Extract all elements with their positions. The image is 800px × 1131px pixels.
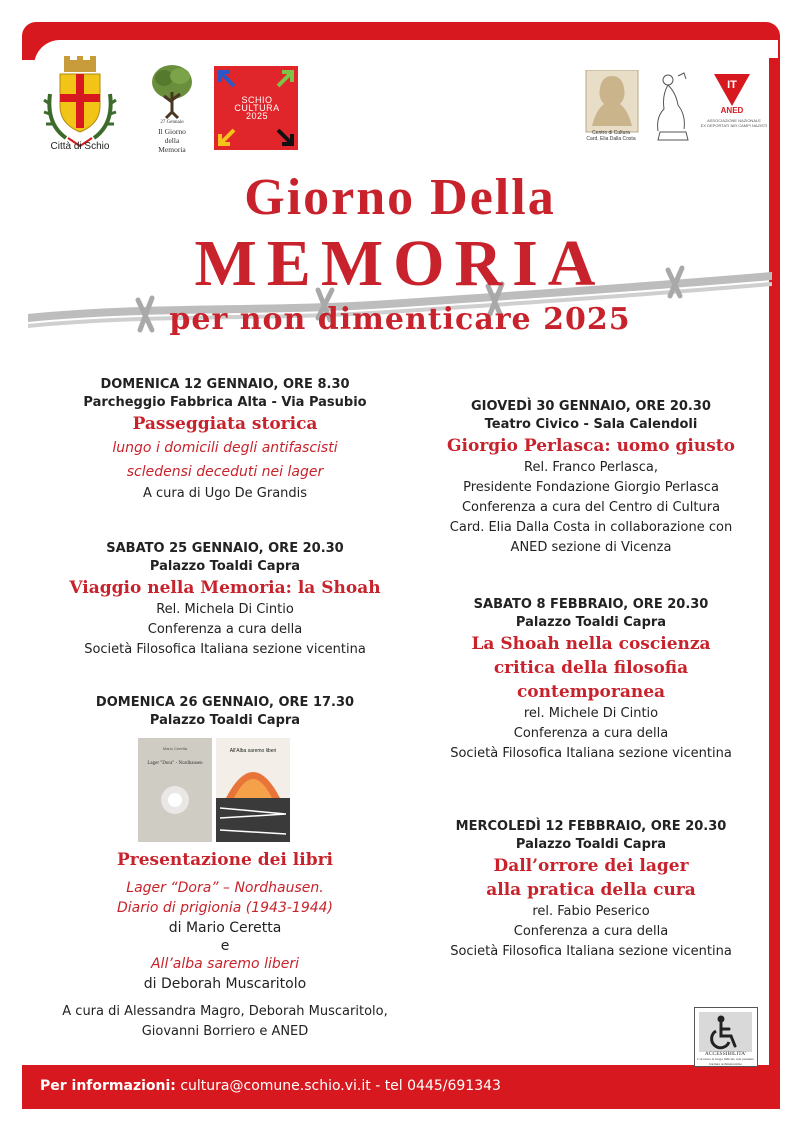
centro-caption-line1: Centro di Cultura: [592, 130, 630, 136]
accessibility-badge: [694, 1007, 758, 1067]
event-curator: A cura di Ugo De Grandis: [142, 486, 308, 501]
schio-logo-line3: 2025: [245, 111, 269, 121]
city-caption: Città di Schio: [50, 141, 110, 152]
event-text: Conferenza a cura della: [513, 726, 669, 741]
aned-sub1: ASSOCIAZIONE NAZIONALE: [707, 118, 761, 123]
accessibility-label1: ACCESSIBILITA': [704, 1051, 747, 1057]
event-place: Palazzo Toaldi Capra: [515, 837, 667, 852]
schio-logo-line1: SCHIO: [241, 95, 273, 105]
event-title: Viaggio nella Memoria: la Shoah: [69, 578, 381, 598]
event-8-febbraio: [420, 596, 762, 764]
centro-cultura-caption: [578, 130, 644, 142]
centro-caption-line2: Card. Elia Dalla Costa: [586, 136, 636, 142]
event-place: Palazzo Toaldi Capra: [515, 615, 667, 630]
schio-logo-line2: CULTURA: [234, 103, 280, 113]
giorno-logo-line2: della: [164, 136, 180, 145]
poster-title-line1: Giorno Della: [244, 169, 556, 226]
footer-contact[interactable]: cultura@comune.schio.vi.it - tel 0445/691343: [180, 1078, 501, 1094]
event-text: Conferenza a cura della: [513, 924, 669, 939]
event-speaker: rel. Fabio Peserico: [532, 904, 650, 919]
footer-info: [40, 1076, 501, 1096]
city-coat-of-arms-logo: [40, 54, 120, 154]
aned-sub2: EX DEPORTATI NEI CAMPI NAZISTI: [700, 123, 768, 128]
event-title: Dall’orrore dei lager: [493, 856, 689, 876]
event-26-gennaio-header: [40, 694, 410, 730]
event-conjunction: e: [220, 938, 230, 954]
event-title: La Shoah nella coscienza: [471, 634, 711, 654]
schio-cultura-text: [228, 96, 286, 120]
event-title: Presentazione dei libri: [116, 850, 333, 870]
event-curators: A cura di Alessandra Magro, Deborah Muscaritolo,: [62, 1004, 388, 1019]
event-26-gennaio: [40, 848, 410, 1042]
event-curators-cont: Giovanni Borriero e ANED: [141, 1024, 309, 1039]
giorno-logo-line1: Il Giorno: [158, 127, 186, 136]
tree-logo: [150, 62, 194, 120]
giorno-logo-line3: Memoria: [158, 145, 186, 154]
event-text: Card. Elia Dalla Costa in collaborazione con: [449, 520, 733, 535]
aned-label: ANED: [720, 106, 744, 115]
event-title: Passeggiata storica: [132, 414, 318, 434]
event-speaker: Rel. Franco Perlasca,: [524, 460, 658, 475]
event-12-febbraio: [420, 818, 762, 962]
book2-cover-title: All'Alba saremo liberi: [229, 748, 277, 754]
book-cover-alba-liberi: [216, 738, 290, 842]
event-speaker: rel. Michele Di Cintio: [523, 706, 659, 721]
event-book1-subtitle: Diario di prigionia (1943-1944): [116, 900, 334, 916]
book1-cover-title: Lager "Dora" - Nordhausen: [147, 761, 203, 766]
event-title: alla pratica della cura: [486, 880, 696, 900]
event-title: contemporanea: [516, 682, 666, 702]
event-title: critica della filosofia: [493, 658, 689, 678]
event-place: Teatro Civico - Sala Calendoli: [484, 417, 698, 432]
event-text: Conferenza a cura della: [147, 622, 303, 637]
event-book2-author: di Deborah Muscaritolo: [143, 976, 307, 992]
event-date: DOMENICA 26 GENNAIO, ORE 17.30: [95, 695, 355, 710]
event-date: DOMENICA 12 GENNAIO, ORE 8.30: [100, 377, 350, 392]
wheelchair-icon: [699, 1012, 752, 1052]
event-date: SABATO 8 FEBBRAIO, ORE 20.30: [473, 597, 709, 612]
event-place: Parcheggio Fabbrica Alta - Via Pasubio: [83, 395, 367, 410]
event-subtitle: scledensi deceduti nei lager: [126, 464, 324, 480]
event-text: Presidente Fondazione Giorgio Perlasca: [463, 480, 719, 495]
event-text: Conferenza a cura del Centro di Cultura: [461, 500, 721, 515]
book-cover-lager-dora: [138, 738, 212, 842]
event-book1-title: Lager “Dora” – Nordhausen.: [126, 880, 324, 896]
event-place: Palazzo Toaldi Capra: [149, 559, 301, 574]
event-date: SABATO 25 GENNAIO, ORE 20.30: [106, 541, 344, 556]
event-text: Società Filosofica Italiana sezione vicentina: [84, 642, 366, 657]
accessibility-icon-box: [699, 1012, 752, 1052]
giorno-memoria-caption: [140, 118, 204, 154]
footer-label: Per informazioni:: [40, 1078, 176, 1094]
giorno-logo-date: 27 Gennaio: [160, 120, 184, 125]
event-book2-title: All’alba saremo liberi: [150, 956, 299, 972]
accessibility-label: [695, 1052, 756, 1067]
event-text: Società Filosofica Italiana sezione vicentina: [450, 746, 732, 761]
accessibility-label2: L'accesso al luogo indicato non presenta barriere architettoniche: [697, 1057, 754, 1066]
aned-badge-text: IT: [727, 79, 737, 91]
event-date: MERCOLEDÌ 12 FEBBRAIO, ORE 20.30: [455, 819, 727, 834]
aned-subtitle: [698, 118, 770, 128]
event-speaker: Rel. Michela Di Cintio: [156, 602, 294, 617]
poster-subtitle: per non dimenticare 2025: [169, 302, 631, 337]
event-12-gennaio: [40, 376, 410, 504]
poster-title-line2: MEMORIA: [194, 227, 606, 300]
event-25-gennaio: [40, 540, 410, 660]
event-title: Giorgio Perlasca: uomo giusto: [447, 436, 735, 456]
book-covers: [138, 738, 300, 842]
event-30-gennaio: [420, 398, 762, 558]
svg-text:Mario Ceretta: Mario Ceretta: [162, 746, 188, 751]
event-subtitle: lungo i domicili degli antifascisti: [112, 440, 338, 456]
event-place: Palazzo Toaldi Capra: [149, 713, 301, 728]
event-text: ANED sezione di Vicenza: [510, 540, 672, 555]
event-date: GIOVEDÌ 30 GENNAIO, ORE 20.30: [471, 399, 711, 414]
statue-sketch-logo: [650, 72, 692, 144]
event-book1-author: di Mario Ceretta: [168, 920, 282, 936]
event-text: Società Filosofica Italiana sezione vicentina: [450, 944, 732, 959]
